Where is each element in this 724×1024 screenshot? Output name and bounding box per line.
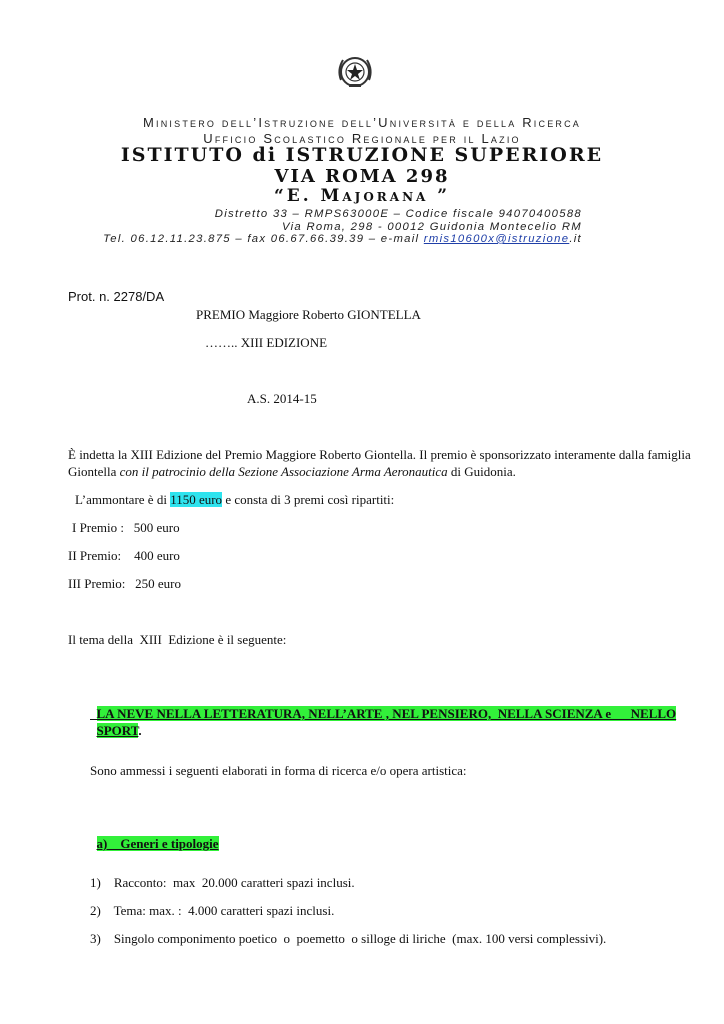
intro-patronage: con il patrocinio della Sezione Associazione Arma Aeronautica bbox=[119, 464, 448, 479]
amount-pre: L’ammontare è di bbox=[75, 492, 171, 507]
theme-intro: Il tema della XIII Edizione è il seguente: bbox=[68, 632, 287, 647]
school-type: ISTITUTO di ISTRUZIONE SUPERIORE bbox=[120, 144, 604, 166]
protocol-number: Prot. n. 2278/DA bbox=[68, 289, 165, 304]
prize-title: PREMIO Maggiore Roberto GIONTELLA bbox=[196, 307, 421, 322]
district-line: Distretto 33 – RMPS63000E – Codice fiscale 94070400588 bbox=[214, 208, 582, 220]
list-item: 3) Singolo componimento poetico o poemetto o silloge di liriche (max. 100 versi complessivi). bbox=[90, 931, 607, 946]
list-item: 1) Racconto: max 20.000 caratteri spazi inclusi. bbox=[90, 875, 355, 890]
theme-text-1: LA NEVE NELLA LETTERATURA, NELL’ARTE , NEL PENSIERO, NELLA SCIENZA e NELLO bbox=[96, 706, 677, 721]
street-line: Via Roma, 298 - 00012 Guidonia Montecelio RM bbox=[281, 221, 582, 233]
amount-line bbox=[75, 491, 394, 508]
list-item: 2) Tema: max. : 4.000 caratteri spazi inclusi. bbox=[90, 903, 335, 918]
contacts-line bbox=[103, 233, 582, 245]
contacts-prefix: Tel. 06.12.11.23.875 – fax 06.67.66.39.39 – e-mail bbox=[103, 233, 424, 245]
regional-office: Ufficio Scolastico Regionale per il Lazio bbox=[203, 131, 521, 146]
school-year: A.S. 2014-15 bbox=[247, 391, 317, 406]
intro-city: di Guidonia. bbox=[447, 464, 516, 479]
ministry-name: Ministero dell’Istruzione dell’Università e della Ricerca bbox=[142, 115, 582, 130]
intro-line-1: È indetta la XIII Edizione del Premio Maggiore Roberto Giontella. Il premio è sponsorizzato interamente dalla famiglia bbox=[68, 447, 691, 462]
theme-line-1 bbox=[90, 688, 676, 722]
prize-item: II Premio: 400 euro bbox=[68, 548, 180, 563]
section-a-heading bbox=[90, 818, 219, 852]
section-a-label: a) Generi e tipologie bbox=[96, 836, 219, 851]
prize-item: I Premio : 500 euro bbox=[72, 520, 180, 535]
amount-value: 1150 euro bbox=[170, 492, 223, 507]
theme-period: . bbox=[138, 723, 142, 738]
intro-line-2 bbox=[68, 463, 516, 480]
amount-post: e consta di 3 premi così ripartiti: bbox=[222, 492, 395, 507]
intro-family: Giontella bbox=[68, 464, 120, 479]
edition-label: …….. XIII EDIZIONE bbox=[205, 335, 328, 350]
email-link[interactable]: rmis10600x@istruzione bbox=[423, 233, 570, 245]
prize-item: III Premio: 250 euro bbox=[68, 576, 182, 591]
theme-text-2: SPORT bbox=[96, 723, 139, 738]
republic-emblem-icon bbox=[335, 50, 375, 90]
email-tld: .it bbox=[569, 233, 582, 245]
school-name: “E. Majorana ” bbox=[273, 186, 451, 206]
theme-line-2 bbox=[90, 705, 142, 739]
school-address: VIA ROMA 298 bbox=[274, 166, 450, 187]
admitted-works: Sono ammessi i seguenti elaborati in forma di ricerca e/o opera artistica: bbox=[90, 763, 467, 778]
